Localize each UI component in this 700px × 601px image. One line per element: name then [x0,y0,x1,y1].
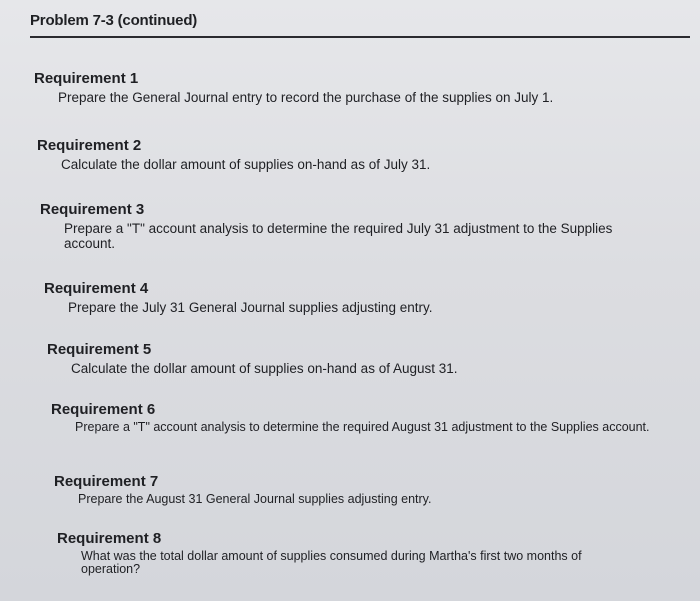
problem-header [30,12,690,38]
requirement-heading: Requirement 3 [40,201,145,218]
requirement-text: Prepare the General Journal entry to record the purchase of the supplies on July 1. [58,90,554,105]
requirement-heading: Requirement 2 [37,137,142,154]
requirement-heading: Requirement 1 [34,70,139,87]
requirement-text: Calculate the dollar amount of supplies on-hand as of July 31. [61,157,431,172]
requirement-8 [57,530,647,576]
requirement-5 [47,341,647,376]
requirement-3 [40,201,660,251]
requirement-text: What was the total dollar amount of supplies consumed during Martha's first two months of operation? [81,549,582,576]
requirement-heading: Requirement 7 [54,473,159,490]
requirement-2 [37,137,637,172]
requirement-heading: Requirement 4 [44,280,149,297]
requirement-text: Prepare the July 31 General Journal supplies adjusting entry. [68,300,433,315]
requirement-1 [34,70,634,105]
requirement-text: Prepare a "T" account analysis to determine the required July 31 adjustment to the Supplies account. [64,221,613,251]
requirement-heading: Requirement 6 [51,401,156,418]
requirement-4 [44,280,644,315]
requirement-text: Prepare the August 31 General Journal supplies adjusting entry. [78,492,432,506]
requirement-heading: Requirement 5 [47,341,152,358]
requirement-text: Prepare a "T" account analysis to determine the required August 31 adjustment to the Supplies account. [75,420,650,434]
requirement-7 [54,473,654,506]
requirement-text: Calculate the dollar amount of supplies on-hand as of August 31. [71,361,458,376]
page-title: Problem 7-3 (continued) [30,12,198,29]
requirement-6 [51,401,666,434]
requirement-heading: Requirement 8 [57,530,162,547]
